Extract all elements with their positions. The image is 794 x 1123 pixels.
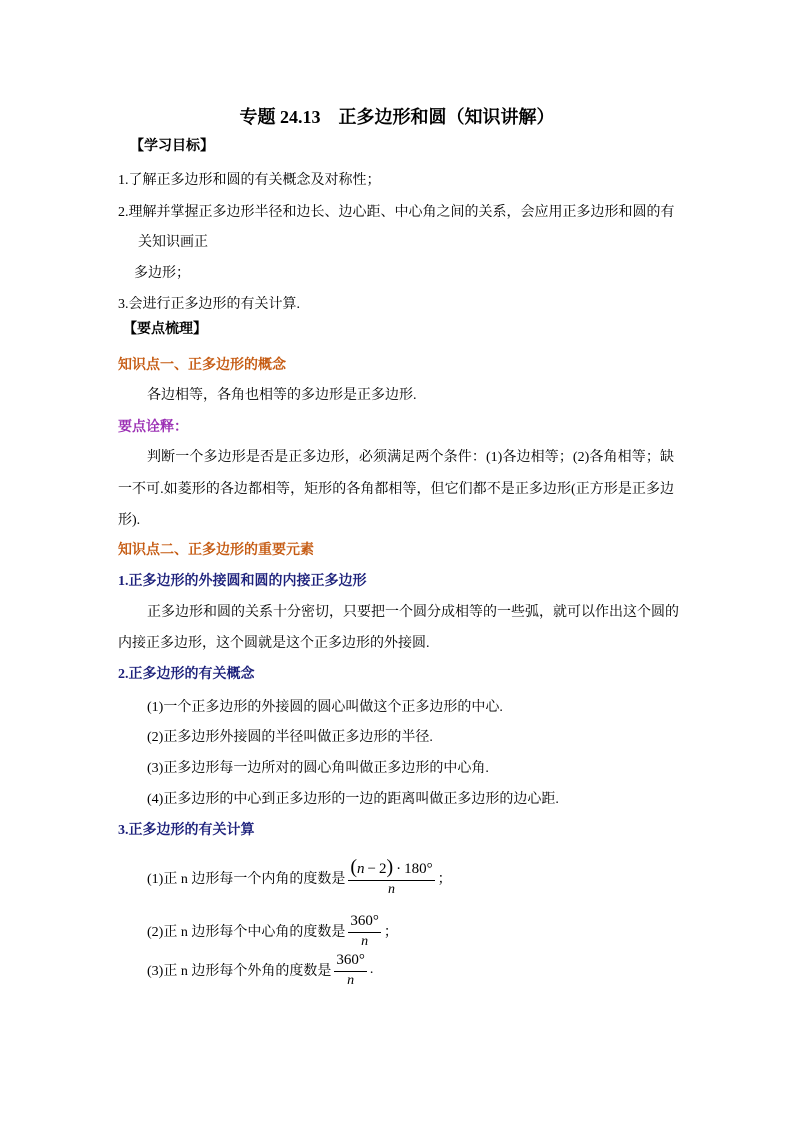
point1-definition: 各边相等，各角也相等的多边形是正多边形. — [147, 388, 417, 403]
objectives-heading: 【学习目标】 — [130, 139, 214, 154]
section2-item-3: (3)正多边形每一边所对的圆心角叫做正多边形的中心角. — [147, 761, 489, 776]
formula-2-end: ； — [383, 925, 398, 940]
minus-sign: − — [367, 861, 376, 877]
formula-2-numerator: 360° — [348, 912, 381, 933]
objective-item-2-line-3: 多边形； — [134, 266, 190, 281]
objective-item-2-line-1: 2.理解并掌握正多边形半径和边长、边心距、中心角之间的关系，会应用正多边形和圆的有 — [118, 205, 675, 220]
section2-item-2: (2)正多边形外接圆的半径叫做正多边形的半径. — [147, 730, 433, 745]
formula-3-label: (3)正 n 边形每个外角的度数是 — [147, 964, 332, 979]
formula-1-label: (1)正 n 边形每一个内角的度数是 — [147, 872, 346, 887]
formula-3-denominator: n — [347, 973, 355, 988]
summary-heading: 【要点梳理】 — [123, 322, 207, 337]
point2-heading: 知识点二、正多边形的重要元素 — [118, 543, 314, 558]
section1-text-line-2: 内接正多边形，这个圆就是这个正多边形的外接圆. — [118, 636, 430, 651]
objective-item-2-line-2: 关知识画正 — [138, 235, 208, 250]
number-two: 2 — [378, 861, 387, 877]
point1-note-heading: 要点诠释： — [118, 420, 188, 435]
objective-item-3: 3.会进行正多边形的有关计算. — [118, 297, 300, 312]
formula-central-angle — [147, 911, 398, 951]
section2-item-4: (4)正多边形的中心到正多边形的一边的距离叫做正多边形的边心距. — [147, 792, 559, 807]
formula-1-denominator: n — [387, 882, 395, 897]
point1-heading: 知识点一、正多边形的概念 — [118, 358, 286, 373]
objective-item-1: 1.了解正多边形和圆的有关概念及对称性； — [118, 173, 381, 188]
formula-interior-angle — [147, 858, 452, 898]
formula-3-fraction — [334, 951, 367, 989]
formula-3-numerator: 360° — [334, 951, 367, 972]
formula-2-fraction — [348, 912, 381, 950]
section2-item-1: (1)一个正多边形的外接圆的圆心叫做这个正多边形的中心. — [147, 700, 503, 715]
formula-exterior-angle — [147, 950, 373, 990]
point1-note-line-1: 判断一个多边形是否是正多边形，必须满足两个条件：(1)各边相等；(2)各角相等；缺 — [147, 450, 674, 465]
formula-3-end: . — [369, 962, 374, 977]
formula-1-numerator — [348, 858, 434, 881]
section2-heading: 2.正多边形的有关概念 — [118, 667, 255, 682]
close-paren: ) — [386, 856, 394, 878]
point1-note-line-3: 形). — [118, 513, 141, 528]
section3-heading: 3.正多边形的有关计算 — [118, 823, 255, 838]
formula-2-label: (2)正 n 边形每个中心角的度数是 — [147, 925, 346, 940]
formula-2-denominator: n — [361, 934, 369, 949]
point1-note-line-2: 一不可.如菱形的各边都相等，矩形的各角都相等，但它们都不是正多边形(正方形是正多边 — [118, 482, 674, 497]
multiply-dot: · — [396, 861, 402, 877]
variable-n: n — [357, 861, 365, 877]
section1-heading: 1.正多边形的外接圆和圆的内接正多边形 — [118, 574, 367, 589]
section1-text-line-1: 正多边形和圆的关系十分密切，只要把一个圆分成相等的一些弧，就可以作出这个圆的 — [147, 605, 679, 620]
degrees-180: 180° — [404, 861, 433, 877]
formula-1-fraction — [348, 858, 434, 898]
page-title: 专题 24.13 正多边形和圆（知识讲解） — [239, 107, 555, 127]
open-paren: ( — [350, 856, 357, 878]
formula-1-end: ； — [437, 872, 452, 887]
